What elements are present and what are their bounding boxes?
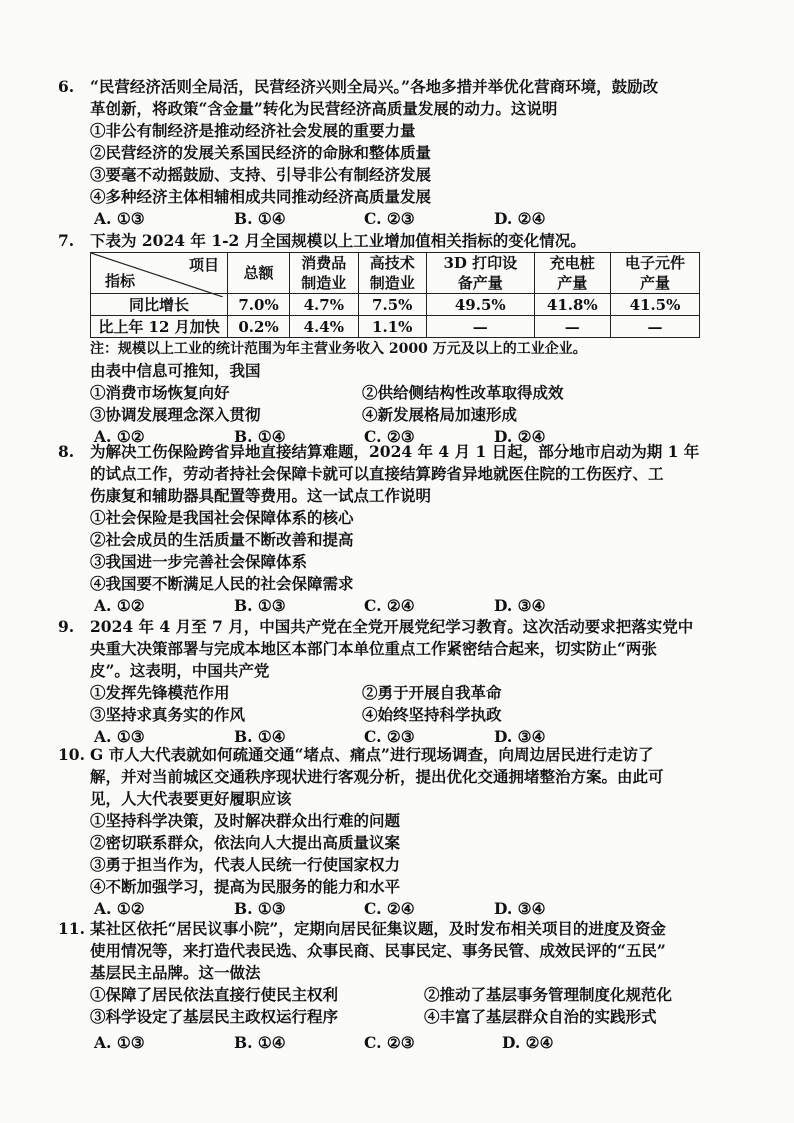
column-header: 电子元件 产量 [610,253,699,294]
table-cell: 41.5% [610,294,699,316]
option-d[interactable]: D. ②④ [502,1033,554,1052]
statement-row [62,984,734,1006]
question-stem: 央重大决策部署与完成本地区本部门本单位重点工作紧密结合起来，切实防止“两张 [90,639,657,658]
table-cell: — [610,316,699,338]
statement: ④不断加强学习，提高为民服务的能力和水平 [90,877,401,896]
table-cell: 0.2% [228,316,290,338]
table-header-row [91,253,700,294]
statement: ④我国要不断满足人民的社会保障需求 [90,574,354,593]
question-stem: 2024 年 4 月至 7 月，中国共产党在全党开展党纪学习教育。这次活动要求把落实党中 [90,617,694,636]
question-stem: 见，人大代表要更好履职应该 [90,789,292,808]
question-7 [58,230,734,448]
statement: ③勇于担当作为，代表人民统一行使国家权力 [90,855,401,874]
table-cell: — [426,316,534,338]
option-d[interactable]: D. ③④ [494,899,546,918]
question-number: 9. [58,617,75,636]
option-b[interactable]: B. ①④ [234,1033,286,1052]
statement: ②密切联系群众，依法向人大提出高质量议案 [90,833,401,852]
row-label: 比上年 12 月加快 [91,316,228,338]
option-b[interactable]: B. ①③ [234,596,286,615]
statement-row [62,1006,734,1028]
table-note: 注：规模以上工业的统计范围为年主营业务收入 2000 万元及以上的工业企业。 [90,341,587,357]
question-stem: 皮”。这表明，中国共产党 [90,661,270,680]
statement: ②民营经济的发展关系国民经济的命脉和整体质量 [90,143,432,162]
option-a[interactable]: A. ①② [94,899,145,918]
column-header: 3D 打印设 备产量 [426,253,534,294]
answer-options [62,1032,734,1054]
statement-row [62,704,734,726]
question-10 [58,744,734,920]
table-row [91,316,700,338]
answer-options [62,898,734,920]
question-11 [58,918,734,1054]
table-cell: 7.0% [228,294,290,316]
table-corner-cell [91,253,228,294]
option-d[interactable]: D. ②④ [494,427,546,446]
statement: ①非公有制经济是推动经济社会发展的重要力量 [90,121,416,140]
column-header: 消费品 制造业 [290,253,358,294]
statement: ③坚持求真务实的作风 [90,705,246,724]
question-stem: 下表为 2024 年 1-2 月全国规模以上工业增加值相关指标的变化情况。 [90,231,586,250]
column-header: 总额 [228,253,290,294]
question-number: 8. [58,442,75,461]
answer-options [62,595,734,617]
column-header: 充电桩 产量 [534,253,610,294]
table-cell: 41.8% [534,294,610,316]
statement: ①保障了居民依法直接行使民主权利 [90,985,339,1004]
corner-bottom-label: 指标 [105,272,136,290]
row-label: 同比增长 [91,294,228,316]
question-number: 6. [58,77,75,96]
table-cell: 4.7% [290,294,358,316]
question-number: 10. [58,745,85,764]
question-stem: 基层民主品牌。这一做法 [90,963,261,982]
question-stem: 革创新，将政策“含金量”转化为民营经济高质量发展的动力。这说明 [90,99,558,118]
statement: ②勇于开展自我革命 [362,683,502,702]
option-a[interactable]: A. ①③ [94,1033,145,1052]
answer-options [62,208,734,230]
statistics-table [90,252,700,338]
statement: ②社会成员的生活质量不断改善和提高 [90,530,354,549]
statement: ④新发展格局加速形成 [362,405,518,424]
statement-row [62,682,734,704]
option-b[interactable]: B. ①④ [234,427,286,446]
option-b[interactable]: B. ①③ [234,899,286,918]
statement: ③协调发展理念深入贯彻 [90,405,261,424]
option-c[interactable]: C. ②④ [364,596,415,615]
table-cell: 7.5% [358,294,426,316]
question-number: 11. [58,919,85,938]
statement-row [62,404,734,426]
question-stem: 的试点工作，劳动者持社会保障卡就可以直接结算跨省异地就医住院的工伤医疗、工 [90,464,664,483]
question-stem: 某社区依托“居民议事小院”，定期向居民征集议题，及时发布相关项目的进度及资金 [90,919,666,938]
option-c[interactable]: C. ②③ [364,209,415,228]
option-a[interactable]: A. ①② [94,427,145,446]
option-a[interactable]: A. ①③ [94,727,145,746]
option-a[interactable]: A. ①③ [94,209,145,228]
column-header: 高技术 制造业 [358,253,426,294]
option-b[interactable]: B. ①④ [234,727,286,746]
statement: ①发挥先锋模范作用 [90,683,230,702]
question-9 [58,616,734,748]
option-c[interactable]: C. ②③ [364,727,415,746]
option-a[interactable]: A. ①② [94,596,145,615]
statement: ④多种经济主体相辅相成共同推动经济高质量发展 [90,187,432,206]
statement-row [62,382,734,404]
question-stem: “民营经济活则全局活，民营经济兴则全局兴。”各地多措并举优化营商环境，鼓励改 [90,77,659,96]
statement: ④始终坚持科学执政 [362,705,502,724]
table-cell: 49.5% [426,294,534,316]
question-stem: 使用情况等，来打造代表民选、众事民商、民事民定、事务民管、成效民评的“五民” [90,941,666,960]
option-c[interactable]: C. ②③ [364,1033,415,1052]
statement: ①消费市场恢复向好 [90,383,230,402]
option-b[interactable]: B. ①④ [234,209,286,228]
corner-top-label: 项目 [188,256,219,274]
table-cell: 1.1% [358,316,426,338]
table-cell: 4.4% [290,316,358,338]
option-d[interactable]: D. ③④ [494,727,546,746]
option-c[interactable]: C. ②④ [364,899,415,918]
question-6 [58,76,734,230]
statement: ③我国进一步完善社会保障体系 [90,552,308,571]
question-stem: 为解决工伤保险跨省异地直接结算难题，2024 年 4 月 1 日起，部分地市启动为期 1 年 [90,442,700,461]
question-stem: G 市人大代表就如何疏通交通“堵点、痛点”进行现场调查，向周边居民进行走访了 [90,745,654,764]
question-stem: 解，并对当前城区交通秩序现状进行客观分析，提出优化交通拥堵整治方案。由此可 [90,767,664,786]
option-d[interactable]: D. ②④ [494,209,546,228]
statement: ②推动了基层事务管理制度化规范化 [424,985,673,1004]
statement: ④丰富了基层群众自治的实践形式 [424,1007,657,1026]
question-stem: 伤康复和辅助器具配置等费用。这一试点工作说明 [90,486,432,505]
statement: ①坚持科学决策，及时解决群众出行难的问题 [90,811,401,830]
question-number: 7. [58,231,75,250]
table-cell: — [534,316,610,338]
statement: ③要毫不动摇鼓励、支持、引导非公有制经济发展 [90,165,432,184]
question-stem: 由表中信息可推知，我国 [90,361,261,380]
question-8 [58,441,734,617]
statement: ③科学设定了基层民主政权运行程序 [90,1007,339,1026]
statement: ②供给侧结构性改革取得成效 [362,383,564,402]
option-d[interactable]: D. ③④ [494,596,546,615]
statement: ①社会保险是我国社会保障体系的核心 [90,508,354,527]
option-c[interactable]: C. ②③ [364,427,415,446]
